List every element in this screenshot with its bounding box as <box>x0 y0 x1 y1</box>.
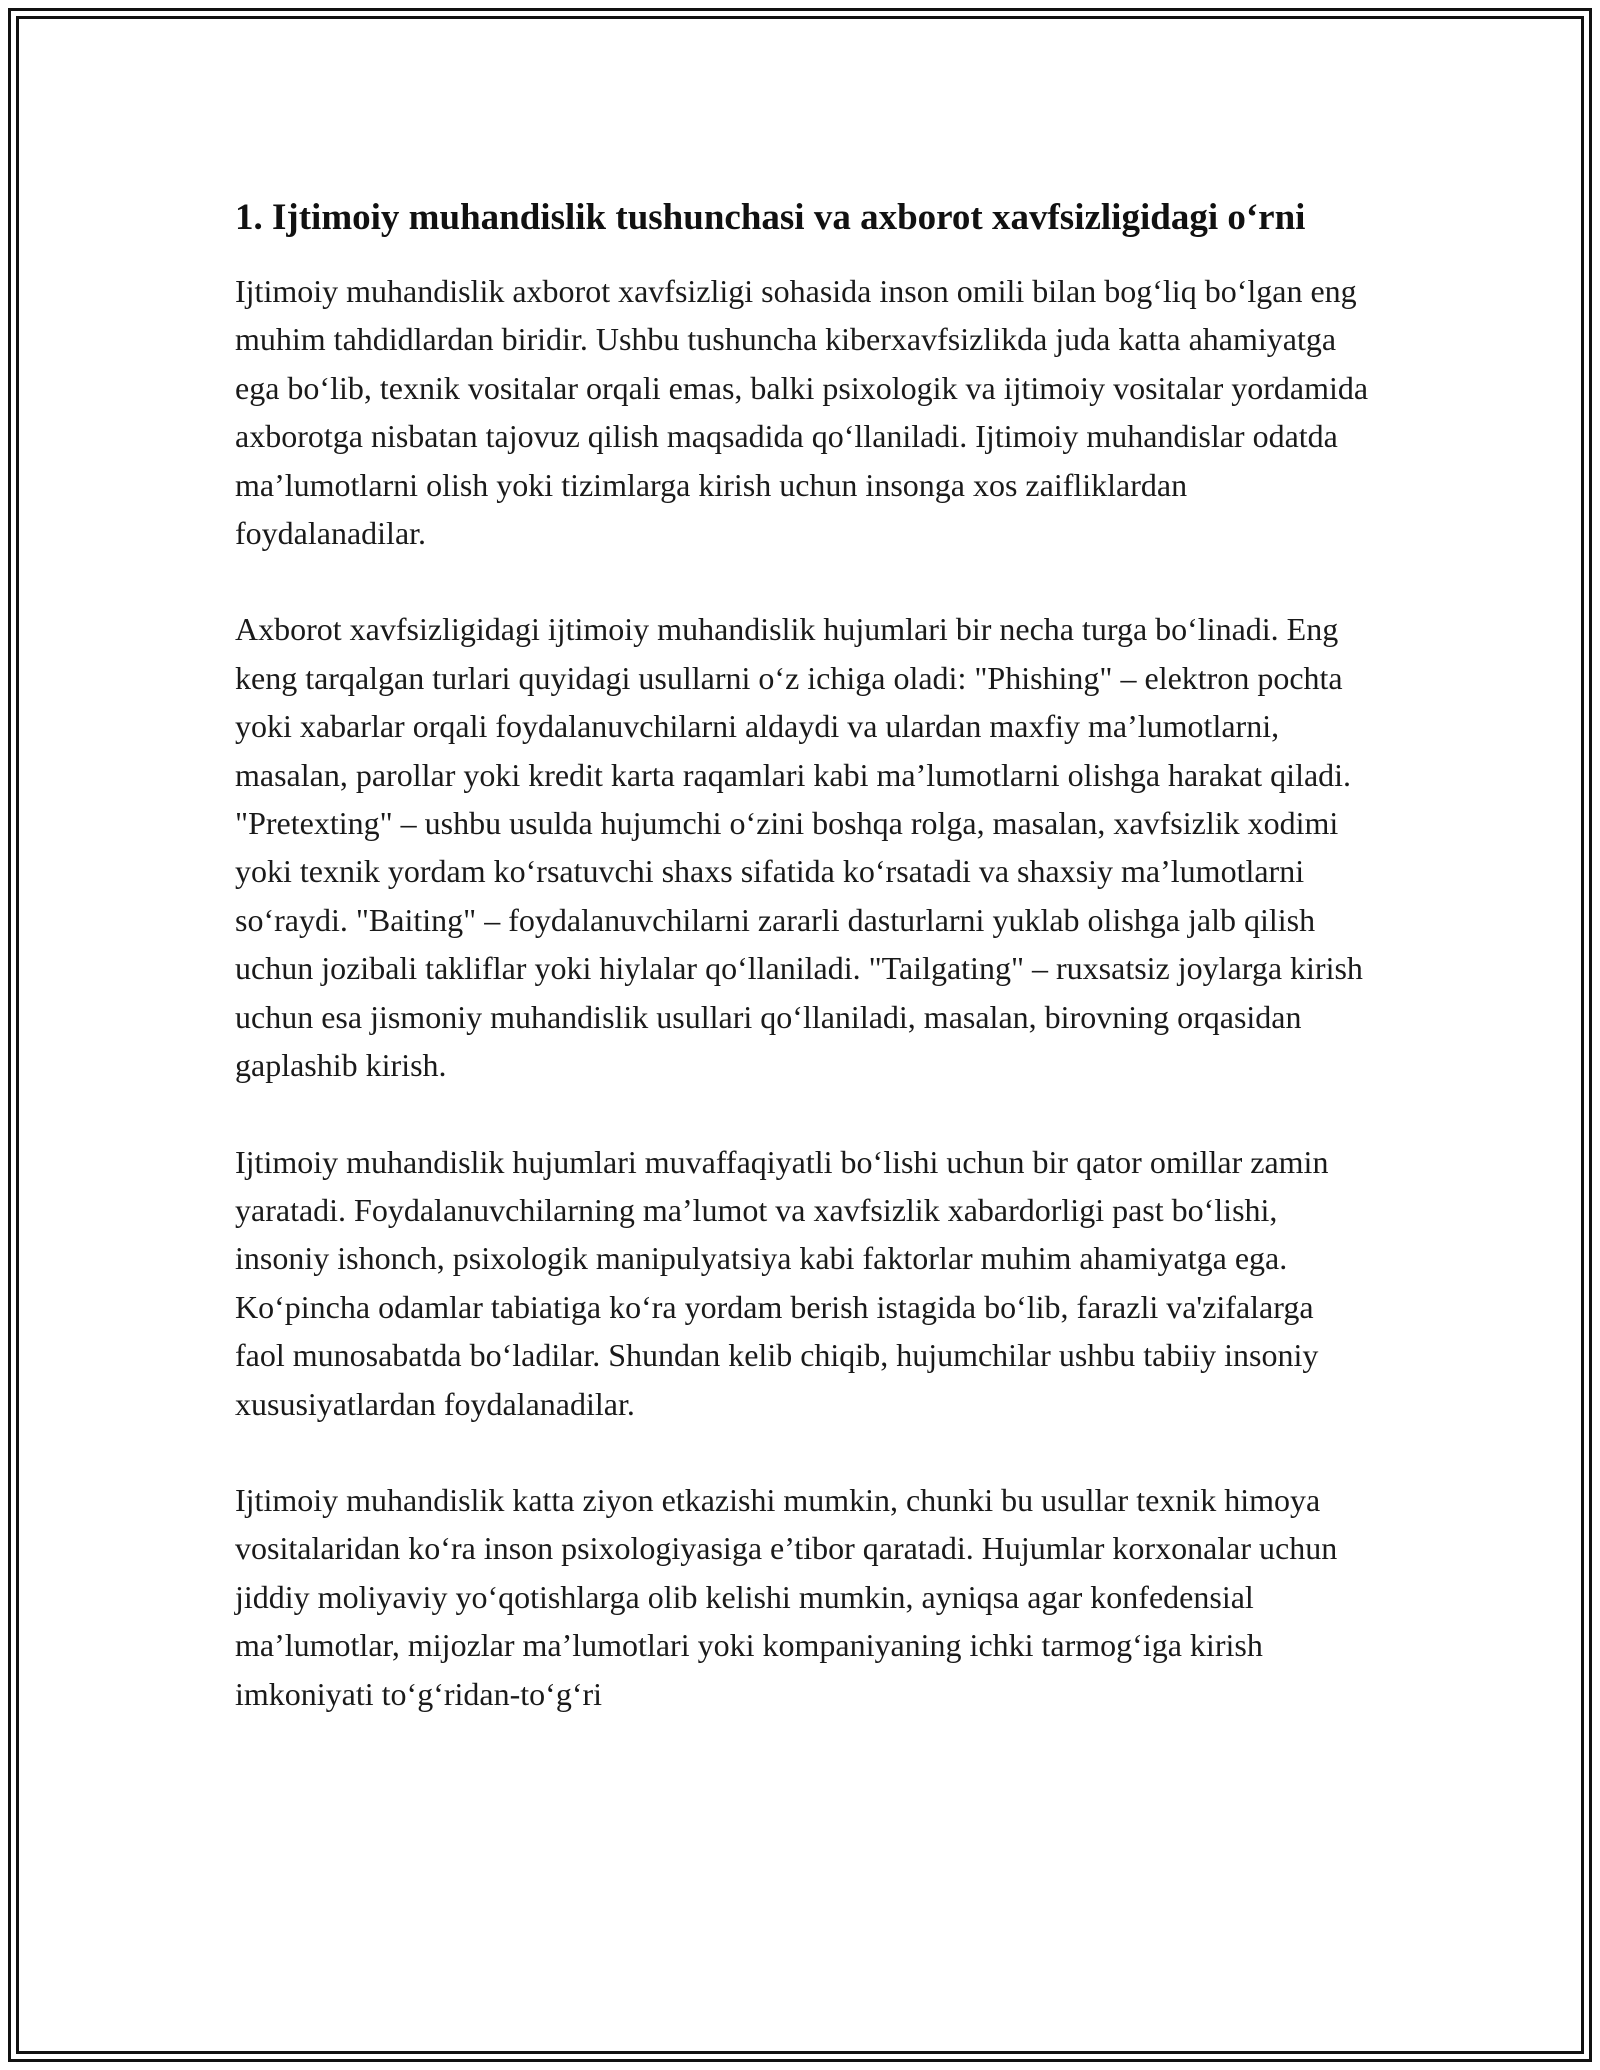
paragraph-damage: Ijtimoiy muhandislik katta ziyon etkazishi mumkin, chunki bu usullar texnik himoya vositalaridan ko‘ra inson psixologiyasiga e’tibor qaratadi. Hujumlar korxonalar uchun jiddiy moliyaviy yo‘qotishlarga olib kelishi mumkin, ayniqsa agar konfedensial ma’lumotlar, mijozlar ma’lumotlari yoki kompaniyaning ichki tarmog‘iga kirish imkoniyati to‘g‘ridan-to‘g‘ri <box>235 1481 1338 1712</box>
paragraph-attack-types: Axborot xavfsizligidagi ijtimoiy muhandislik hujumlari bir necha turga bo‘linadi. Eng keng tarqalgan turlari quyidagi usullarni o‘z ichiga oladi: "Phishing" – elektron pochta yoki xabarlar orqali foydalanuvchilarni aldaydi va ulardan maxfiy ma’lumotlarni, masalan, parollar yoki kredit karta raqamlari kabi ma’lumotlarni olishga harakat qiladi. "Pretexting" – ushbu usulda hujumchi o‘zini boshqa rolga, masalan, xavfsizlik xodimi yoki texnik yordam ko‘rsatuvchi shaxs sifatida ko‘rsatadi va shaxsiy ma’lumotlarni so‘raydi. "Baiting" – foydalanuvchilarni zararli dasturlarni yuklab olishga jalb qilish uchun jozibali takliflar yoki hiylalar qo‘llaniladi. "Tailgating" – ruxsatsiz joylarga kirish uchun esa jismoniy muhandislik usullari qo‘llaniladi, masalan, birovning orqasidan gaplashib kirish. <box>235 611 1363 1084</box>
section-heading: 1. Ijtimoiy muhandislik tushunchasi va axborot xavfsizligidagi o‘rni <box>235 197 1306 238</box>
paragraph-intro: Ijtimoiy muhandislik axborot xavfsizligi sohasida inson omili bilan bog‘liq bo‘lgan eng muhim tahdidlardan biridir. Ushbu tushuncha kiberxavfsizlikda juda katta ahamiyatga ega bo‘lib, texnik vositalar orqali emas, balki psixologik va ijtimoiy vositalar yordamida axborotga nisbatan tajovuz qilish maqsadida qo‘llaniladi. Ijtimoiy muhandislar odatda ma’lumotlarni olish yoki tizimlarga kirish uchun insonga xos zaifliklardan foydalanadilar. <box>235 273 1369 552</box>
paragraph-success-factors: Ijtimoiy muhandislik hujumlari muvaffaqiyatli bo‘lishi uchun bir qator omillar zamin yaratadi. Foydalanuvchilarning ma’lumot va xavfsizlik xabardorligi past bo‘lishi, insoniy ishonch, psixologik manipulyatsiya kabi faktorlar muhim ahamiyatga ega. Ko‘pincha odamlar tabiatiga ko‘ra yordam berish istagida bo‘lib, farazli va'zifalarga faol munosabatda bo‘ladilar. Shundan kelib chiqib, hujumchilar ushbu tabiiy insoniy xususiyatlardan foydalanadilar. <box>235 1143 1329 1422</box>
document-body <box>235 190 1370 1766</box>
